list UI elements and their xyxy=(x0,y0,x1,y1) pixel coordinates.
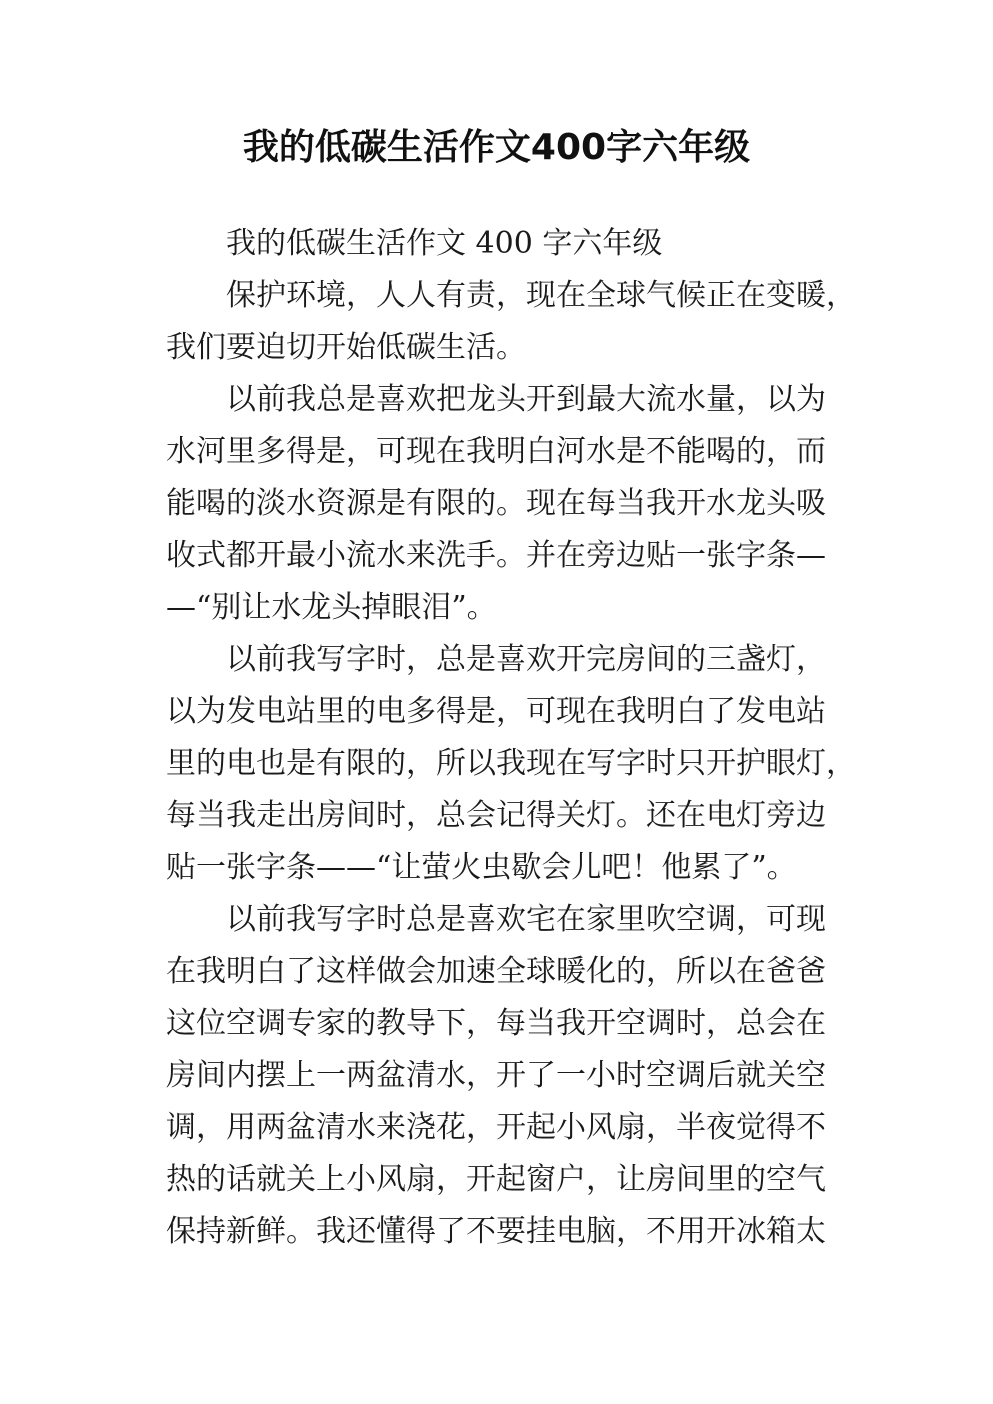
document-title: 我的低碳生活作文400字六年级 xyxy=(242,127,751,168)
text-line: 在我明白了这样做会加速全球暖化的，所以在爸爸 xyxy=(166,954,826,989)
text-line: 贴一张字条——“让萤火虫歇会儿吧！他累了”。 xyxy=(166,850,797,885)
text-line: 我们要迫切开始低碳生活。 xyxy=(166,330,526,365)
text-line: 热的话就关上小风扇，开起窗户，让房间里的空气 xyxy=(166,1162,826,1197)
text-line: 以为发电站里的电多得是，可现在我明白了发电站 xyxy=(166,694,826,729)
text-line: 以前我写字时总是喜欢宅在家里吹空调，可现 xyxy=(226,902,826,937)
text-line: 收式都开最小流水来洗手。并在旁边贴一张字条— xyxy=(166,538,826,573)
text-line: —“别让水龙头掉眼泪”。 xyxy=(166,590,497,625)
text-line: 里的电也是有限的，所以我现在写字时只开护眼灯， xyxy=(166,746,856,781)
text-line: 每当我走出房间时，总会记得关灯。还在电灯旁边 xyxy=(166,798,826,833)
text-line: 保护环境，人人有责，现在全球气候正在变暖， xyxy=(226,278,856,313)
text-line: 以前我写字时，总是喜欢开完房间的三盏灯， xyxy=(226,642,826,677)
text-line: 以前我总是喜欢把龙头开到最大流水量，以为 xyxy=(226,382,826,417)
text-line: 调，用两盆清水来浇花，开起小风扇，半夜觉得不 xyxy=(166,1110,826,1145)
text-line: 房间内摆上一两盆清水，开了一小时空调后就关空 xyxy=(166,1058,826,1093)
text-line: 保持新鲜。我还懂得了不要挂电脑，不用开冰箱太 xyxy=(166,1214,826,1249)
text-line: 我的低碳生活作文 400 字六年级 xyxy=(226,226,663,261)
text-line: 能喝的淡水资源是有限的。现在每当我开水龙头吸 xyxy=(166,486,826,521)
document-body xyxy=(166,218,856,1258)
text-line: 水河里多得是，可现在我明白河水是不能喝的，而 xyxy=(166,434,826,469)
text-line: 这位空调专家的教导下，每当我开空调时，总会在 xyxy=(166,1006,826,1041)
